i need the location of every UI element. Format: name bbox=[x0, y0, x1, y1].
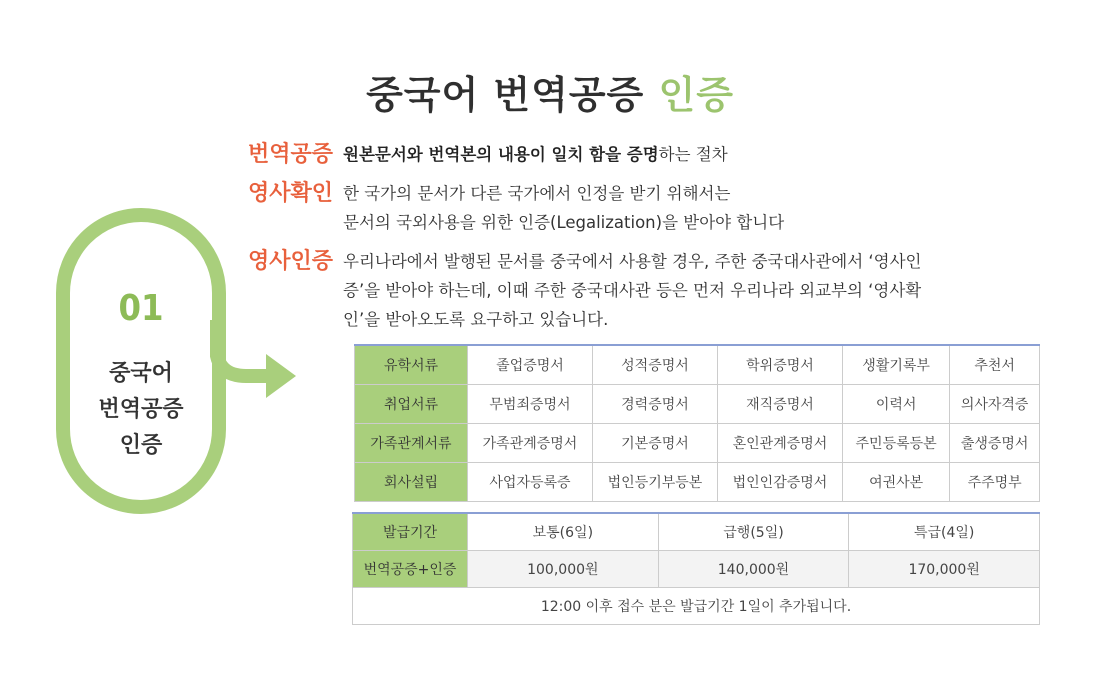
table-row bbox=[355, 345, 1040, 385]
table-cell: 생활기록부 bbox=[842, 345, 949, 385]
table-cell: 기본증명서 bbox=[592, 424, 717, 463]
section-number: 01 bbox=[118, 288, 164, 329]
definition-line: 우리나라에서 발행된 문서를 중국에서 사용할 경우, 주한 중국대사관에서 ‘영사인 bbox=[343, 252, 922, 271]
definition-text-rest: 하는 절차 bbox=[658, 145, 728, 164]
definition-line: 문서의 국외사용을 위한 인증(Legalization)을 받아야 합니다 bbox=[343, 213, 785, 232]
definition-line: 한 국가의 문서가 다른 국가에서 인정을 받기 위해서는 bbox=[343, 184, 731, 203]
table-cell: 출생증명서 bbox=[950, 424, 1040, 463]
table-cell: 주민등록등본 bbox=[842, 424, 949, 463]
price-header: 번역공증+인증 bbox=[353, 551, 468, 588]
row-category: 유학서류 bbox=[355, 345, 468, 385]
table-cell: 졸업증명서 bbox=[468, 345, 593, 385]
fee-table bbox=[352, 512, 1040, 625]
arrow-right-icon bbox=[210, 320, 300, 410]
table-cell: 법인등기부등본 bbox=[592, 463, 717, 502]
definition-term: 영사인증 bbox=[248, 248, 334, 274]
period-cell: 특급(4일) bbox=[849, 513, 1040, 551]
document-table bbox=[354, 344, 1040, 502]
table-row bbox=[355, 385, 1040, 424]
definition-line: 인’을 받아오도록 요구하고 있습니다. bbox=[343, 310, 609, 329]
page-title-main: 중국어 번역공증 bbox=[366, 72, 645, 117]
definition-term: 영사확인 bbox=[248, 180, 334, 206]
period-cell: 급행(5일) bbox=[658, 513, 849, 551]
section-label-line: 중국어 bbox=[109, 361, 173, 386]
row-category: 회사설립 bbox=[355, 463, 468, 502]
period-cell: 보통(6일) bbox=[468, 513, 659, 551]
section-label-line: 번역공증 bbox=[98, 397, 184, 422]
price-cell: 100,000원 bbox=[468, 551, 659, 588]
section-badge bbox=[56, 208, 226, 514]
page-title bbox=[0, 64, 1100, 119]
period-header: 발급기간 bbox=[353, 513, 468, 551]
table-cell: 혼인관계증명서 bbox=[717, 424, 842, 463]
table-cell: 이력서 bbox=[842, 385, 949, 424]
fee-note: 12:00 이후 접수 분은 발급기간 1일이 추가됩니다. bbox=[353, 588, 1040, 625]
section-label-line: 인증 bbox=[119, 433, 163, 458]
table-row bbox=[353, 551, 1040, 588]
table-cell: 무범죄증명서 bbox=[468, 385, 593, 424]
definition-item-consular-confirmation bbox=[248, 179, 1048, 237]
table-row bbox=[353, 588, 1040, 625]
definition-text bbox=[343, 247, 921, 334]
price-cell: 140,000원 bbox=[658, 551, 849, 588]
table-cell: 성적증명서 bbox=[592, 345, 717, 385]
table-cell: 경력증명서 bbox=[592, 385, 717, 424]
definition-item-consular-certification bbox=[248, 247, 1048, 334]
definition-text bbox=[343, 179, 784, 237]
table-cell: 의사자격증 bbox=[950, 385, 1040, 424]
table-cell: 주주명부 bbox=[950, 463, 1040, 502]
table-row bbox=[355, 424, 1040, 463]
table-row bbox=[355, 463, 1040, 502]
table-cell: 가족관계증명서 bbox=[468, 424, 593, 463]
row-category: 가족관계서류 bbox=[355, 424, 468, 463]
definition-text bbox=[343, 140, 728, 169]
table-cell: 법인인감증명서 bbox=[717, 463, 842, 502]
table-cell: 사업자등록증 bbox=[468, 463, 593, 502]
table-cell: 학위증명서 bbox=[717, 345, 842, 385]
definition-text-strong: 원본문서와 번역본의 내용이 일치 함을 증명 bbox=[343, 145, 659, 164]
table-row bbox=[353, 513, 1040, 551]
definition-list bbox=[248, 140, 1048, 344]
definition-item-notarization bbox=[248, 140, 1048, 169]
definition-line: 증’을 받아야 하는데, 이때 주한 중국대사관 등은 먼저 우리나라 외교부의 ‘영사확 bbox=[343, 281, 922, 300]
page-title-accent: 인증 bbox=[658, 72, 734, 117]
table-cell: 재직증명서 bbox=[717, 385, 842, 424]
price-cell: 170,000원 bbox=[849, 551, 1040, 588]
section-label bbox=[70, 356, 212, 464]
row-category: 취업서류 bbox=[355, 385, 468, 424]
definition-term: 번역공증 bbox=[248, 141, 334, 167]
table-cell: 여권사본 bbox=[842, 463, 949, 502]
table-cell: 추천서 bbox=[950, 345, 1040, 385]
